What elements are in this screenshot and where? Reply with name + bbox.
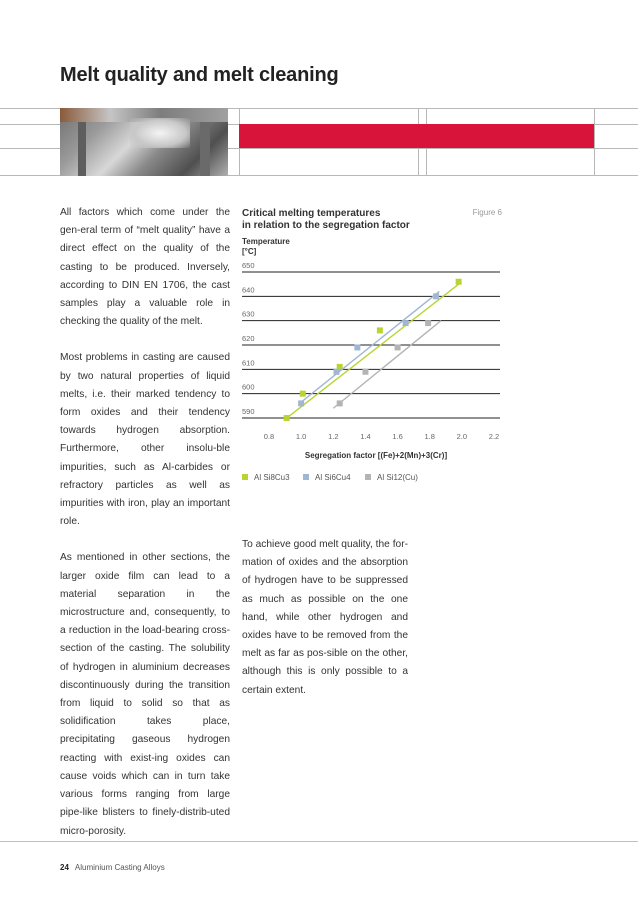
legend-label: Al Si12(Cu): [377, 473, 418, 482]
x-tick-label: 2.0: [456, 432, 468, 441]
page-number: 24: [60, 863, 69, 872]
right-text-column: [242, 536, 408, 718]
legend-item-2: [365, 473, 418, 482]
data-point-0: [377, 327, 383, 333]
x-tick-label: 1.6: [392, 432, 403, 441]
y-tick-label: 640: [242, 285, 255, 295]
legend-swatch-icon: [365, 474, 371, 480]
data-point-1: [298, 400, 304, 406]
y-tick-label: 630: [242, 309, 255, 319]
x-tick-label: 1.4: [360, 432, 371, 441]
data-point-2: [337, 400, 343, 406]
x-tick-label: 1.2: [328, 432, 339, 441]
data-point-1: [403, 320, 409, 326]
y-tick-label: 600: [242, 382, 255, 392]
legend-swatch-icon: [242, 474, 248, 480]
x-tick-label: 2.2: [488, 432, 500, 441]
trend-line-0: [288, 284, 458, 417]
ylabel-line-2: [°C]: [242, 247, 257, 256]
data-point-1: [433, 293, 439, 299]
x-tick-label: 1.0: [295, 432, 307, 441]
x-axis-label: Segregation factor [(Fe)+2(Mn)+3(Cr)]: [304, 451, 448, 460]
y-tick-label: 590: [242, 407, 255, 416]
data-point-0: [300, 391, 306, 397]
paragraph-2: Most problems in casting are caused by two natural properties of liquid melts, i.e. their marked tendency to form oxides and their tendency towards hydrogen absorption. Furthermore, other insolu-ble impurities, such as Al-carbides or refractory particles as well as impurities with iron, play an important role.: [60, 352, 230, 528]
footer-text: Aluminium Casting Alloys: [74, 863, 165, 872]
x-tick-label: 0.8: [263, 432, 275, 441]
paragraph-4: To achieve good melt quality, the for-mation of oxides and the absorption of hydrogen have to be suppressed as much as possible on the one hand, while other hydrogen and oxides have to be removed from the melt as far as pos-sible on the other, although this is only possible to a certain extent.: [242, 539, 408, 696]
figure-label: Figure 6: [472, 208, 502, 217]
data-point-2: [395, 344, 401, 350]
footer: [60, 863, 165, 872]
paragraph-1: All factors which come under the gen-eral term of “melt quality” have a direct effect on the quality of the casting to be produced. Inversely, according to DIN EN 1706, the cast samples play a valuable role in checking the quality of the melt.: [60, 207, 230, 328]
footer-divider: [0, 841, 638, 842]
data-point-1: [354, 344, 360, 350]
data-point-2: [425, 320, 431, 326]
data-point-0: [456, 279, 462, 285]
legend-swatch-icon: [303, 474, 309, 480]
paragraph-3: As mentioned in other sections, the larger oxide film can lead to a material separation in the microstructure and, consequently, to a reduction in the load-bearing cross-section of the casting. The solubility of hydrogen in aluminium decreases discontinuously during the transition from liquid to solid so that as solidification takes place, precipitating gaseous hydrogen reacting with exist-ing oxides can cause voids which can in turn take various forms ranging from large pipe-like blisters to finely-distrib-uted micro-porosity.: [60, 552, 230, 837]
x-tick-label: 1.8: [424, 432, 435, 441]
figure-title-line-1: Critical melting temperatures: [242, 208, 381, 219]
ylabel-line-1: Temperature: [242, 237, 290, 246]
legend-item-0: [242, 473, 290, 482]
figure-title-line-2: in relation to the segregation factor: [242, 220, 410, 231]
data-point-0: [284, 415, 290, 421]
trend-line-1: [300, 291, 440, 403]
y-tick-label: 610: [242, 358, 255, 368]
legend-label: Al Si6Cu4: [315, 473, 351, 482]
page-title: Melt quality and melt cleaning: [60, 64, 339, 86]
legend-label: Al Si8Cu3: [254, 473, 290, 482]
legend-item-1: [303, 473, 351, 482]
data-point-1: [334, 369, 340, 375]
data-point-2: [362, 369, 368, 375]
y-tick-label: 650: [242, 261, 255, 270]
y-tick-label: 620: [242, 334, 255, 343]
